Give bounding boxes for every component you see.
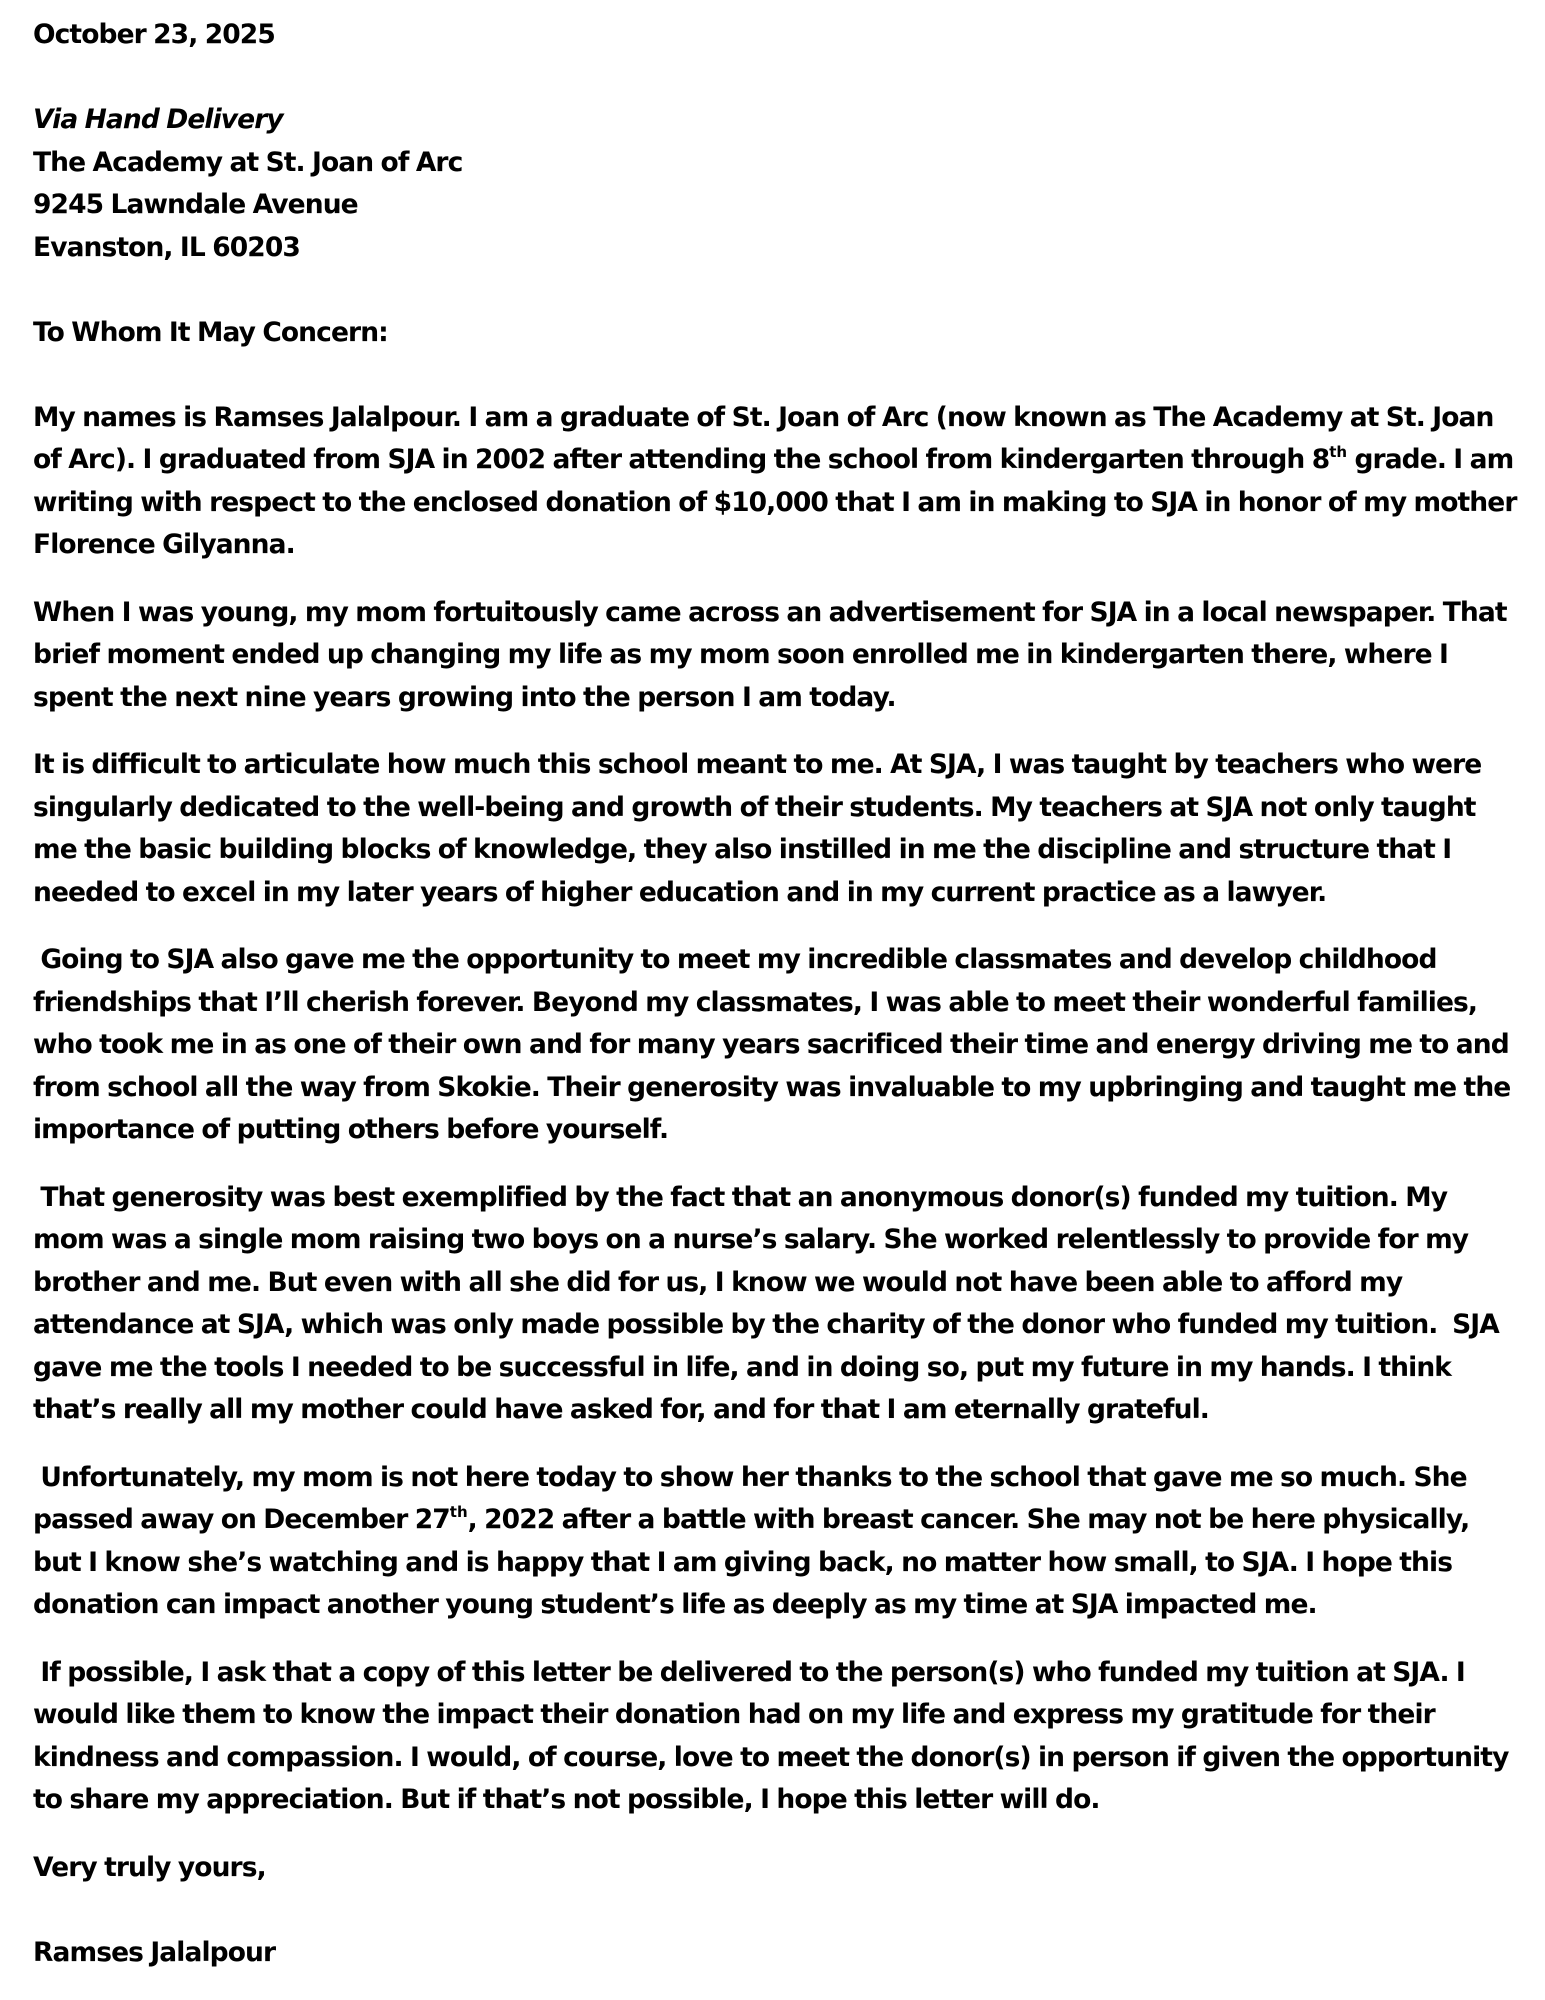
paragraph-text: Unfortunately, my mom is not here today to show her thanks to the school that gave me so much. She passed away on December 27: [33, 1461, 1467, 1535]
recipient-address-block: [33, 99, 1523, 269]
paragraph-text: , 2022 after a battle with breast cancer. She may not be here physically, but I know she’s watching and is happy that I am giving back, no matter how small, to SJA. I hope this donation can impact another young student’s life as deeply as my time at SJA impacted me.: [33, 1504, 1470, 1620]
delivery-method: Via Hand Delivery: [33, 104, 283, 135]
recipient-name: The Academy at St. Joan of Arc: [33, 146, 463, 178]
paragraph-text: My names is Ramses Jalalpour. I am a graduate of St. Joan of Arc (now known as The Academy at St. Joan of Arc). I graduated from SJA in 2002 after attending the school from kindergarten through 8: [33, 401, 1494, 475]
salutation: To Whom It May Concern:: [33, 316, 388, 348]
letter-body: [33, 397, 1523, 1822]
paragraph-mother: [33, 1457, 1523, 1627]
paragraph-introduction: [33, 397, 1523, 567]
paragraph-classmates: Going to SJA also gave me the opportunity to meet my incredible classmates and develop childhood friendships that I’ll cherish forever. Beyond my classmates, I was able to meet their wonderful families, who took me in as one of their own and for many years sacrificed their time and energy driving me to and from school all the way from Skokie. Their generosity was invaluable to my upbringing and taught me the importance of putting others before yourself.: [33, 944, 1511, 1145]
paragraph-text: grade. I am writing with respect to the enclosed donation of $10,000 that I am in making to SJA in honor of my mother Florence Gilyanna.: [33, 444, 1517, 560]
paragraph-donor-tuition: That generosity was best exemplified by the fact that an anonymous donor(s) funded my tuition. My mom was a single mom raising two boys on a nurse’s salary. She worked relentlessly to provide for my brother and me. But even with all she did for us, I know we would not have been able to afford my attendance at SJA, which was only made possible by the charity of the donor who funded my tuition. SJA gave me the tools I needed to be successful in life, and in doing so, put my future in my hands. I think that’s really all my mother could have asked for, and for that I am eternally grateful.: [33, 1181, 1499, 1425]
closing: Very truly yours,: [33, 1851, 266, 1883]
letter-document: [33, 14, 1523, 1974]
signature-name: Ramses Jalalpour: [33, 1936, 276, 1968]
recipient-city-state-zip: Evanston, IL 60203: [33, 231, 300, 263]
paragraph-request: If possible, I ask that a copy of this letter be delivered to the person(s) who funded my tuition at SJA. I would like them to know the impact their donation had on my life and express my gratitude for their kindness and compassion. I would, of course, love to meet the donor(s) in person if given the opportunity to share my appreciation. But if that’s not possible, I hope this letter will do.: [33, 1656, 1509, 1815]
paragraph-teachers: It is difficult to articulate how much this school meant to me. At SJA, I was taught by teachers who were singularly dedicated to the well-being and growth of their students. My teachers at SJA not only taught me the basic building blocks of knowledge, they also instilled in me the discipline and structure that I needed to excel in my later years of higher education and in my current practice as a lawyer.: [33, 749, 1482, 908]
letter-date: October 23, 2025: [33, 19, 275, 50]
recipient-street: 9245 Lawndale Avenue: [33, 189, 358, 220]
ordinal-suffix: th: [1329, 443, 1348, 461]
paragraph-newspaper: When I was young, my mom fortuitously came across an advertisement for SJA in a local newspaper. That brief moment ended up changing my life as my mom soon enrolled me in kindergarten there, where I spent the next nine years growing into the person I am today.: [33, 596, 1507, 713]
ordinal-suffix: th: [449, 1503, 468, 1521]
